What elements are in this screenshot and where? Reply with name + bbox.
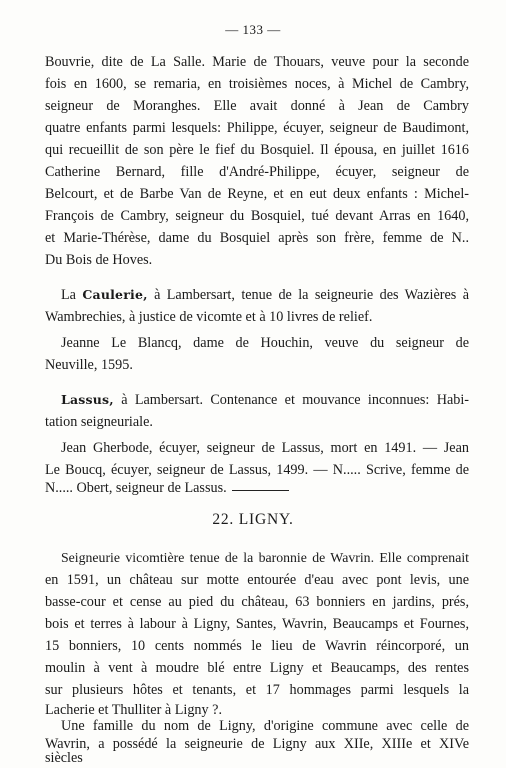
para6-line: en 1591, un château sur motte entourée d'eau avec pont levis, une (45, 572, 469, 588)
lassus-name: Lassus, (61, 392, 114, 407)
section-divider (232, 490, 289, 491)
para1-line: et Marie-Thérèse, dame du Bosquiel après son frère, femme de N.. (45, 230, 469, 246)
para3-line: Neuville, 1595. (45, 357, 133, 373)
para5-line: Jean Gherbode, écuyer, seigneur de Lassus, mort en 1491. — Jean (61, 440, 469, 456)
para6-line: basse-cour et cense au pied du château, 63 bonniers en jardins, prés, (45, 594, 469, 610)
para1-line: seigneur de Moranghes. Elle avait donné à Jean de Cambry (45, 98, 469, 114)
lassus-entry (61, 390, 469, 410)
para1-line: Du Bois de Hoves. (45, 252, 153, 268)
para1-line: qui recueillit de son père le fief du Bosquiel. Il épousa, en juillet 1616 (45, 142, 469, 158)
para3-line: Jeanne Le Blancq, dame de Houchin, veuve du seigneur de (61, 335, 469, 351)
para6-line: bois et terres à labour à Ligny, Santes, Wavrin, Beaucamps et Fournes, (45, 616, 469, 632)
para7-line: Une famille du nom de Ligny, d'origine commune avec celle de (61, 718, 469, 734)
para1-line: Catherine Bernard, fille d'André-Philippe, écuyer, seigneur de (45, 164, 469, 180)
caulerie-lead: La (61, 287, 76, 303)
para1-line: François de Cambry, seigneur du Bosquiel, tué devant Arras en 1640, (45, 208, 469, 224)
para1-line: quatre enfants parmi lesquels: Philippe, écuyer, seigneur de Baudimont, (45, 120, 469, 136)
para5-line: Le Boucq, écuyer, seigneur de Lassus, 1499. — N..... Scrive, femme de (45, 462, 469, 478)
para7-line: siècles (45, 750, 83, 766)
lassus-line: à Lambersart. Contenance et mouvance inconnues: Habi- (121, 392, 470, 408)
caulerie-line: à Lambersart, tenue de la seigneurie des Wazières à (154, 287, 469, 303)
lassus-line: tation seigneuriale. (45, 414, 153, 430)
para6-line: Seigneurie vicomtière tenue de la baronnie de Wavrin. Elle comprenait (61, 550, 469, 565)
caulerie-line: Wambrechies, à justice de vicomte et à 10 livres de relief. (45, 309, 373, 325)
caulerie-entry (61, 285, 469, 305)
para6-line: 15 bonniers, 10 cents nommés le lieu de Wavrin réincorporé, un (45, 638, 469, 654)
para6-line: moulin à vent à moudre blé entre Ligny et Beaucamps, des rentes (45, 660, 469, 676)
para6-line: sur plusieurs hôtes et tenants, et 17 hommages parmi lesquels la (45, 682, 469, 698)
section-heading: 22. LIGNY. (212, 511, 294, 528)
para1-line: Belcourt, et de Barbe Van de Reyne, et en eut deux enfants : Michel- (45, 186, 469, 202)
caulerie-name: Caulerie, (82, 287, 148, 302)
para1-line: fois en 1600, se remaria, en troisièmes noces, à Michel de Cambry, (45, 76, 469, 92)
para6-line: Lacherie et Thulliter à Ligny ?. (45, 702, 223, 718)
para5-line: N..... Obert, seigneur de Lassus. (45, 480, 227, 496)
para1-line: Bouvrie, dite de La Salle. Marie de Thouars, veuve pour la seconde (45, 54, 469, 70)
page-number: — 133 — (225, 22, 281, 37)
para7-line: Wavrin, a possédé la seigneurie de Ligny aux XIIe, XIIIe et XIVe (45, 736, 469, 752)
